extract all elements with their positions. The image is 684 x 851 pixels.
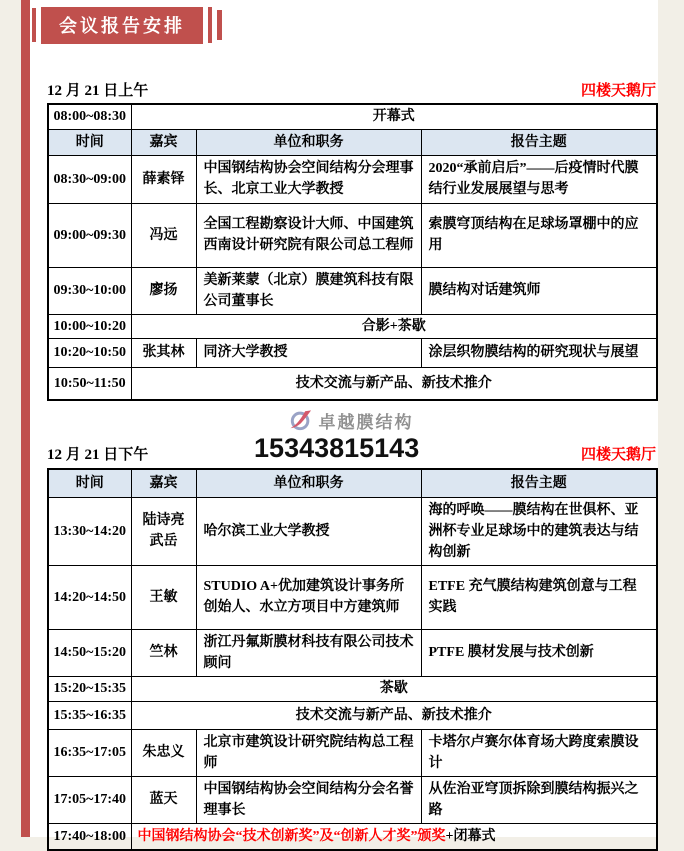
- merged-activity-cell: 合影+茶歇: [131, 314, 657, 338]
- time-cell: 08:00~08:30: [48, 104, 131, 129]
- time-cell: 13:30~14:20: [48, 497, 131, 565]
- topic-cell: 从佐治亚穹顶拆除到膜结构振兴之路: [421, 776, 657, 823]
- topic-cell: ETFE 充气膜结构建筑创意与工程实践: [421, 565, 657, 629]
- column-header: 报告主题: [421, 469, 657, 497]
- guest-cell: 薛素铎: [131, 155, 196, 203]
- badge-title: 会议报告安排: [41, 7, 203, 44]
- guest-cell: 竺林: [131, 629, 196, 676]
- schedule-row: [48, 676, 657, 701]
- schedule-row: [48, 155, 657, 203]
- schedule-row: [48, 203, 657, 267]
- schedule-row: [48, 497, 657, 565]
- org-cell: 北京市建筑设计研究院结构总工程师: [196, 729, 421, 776]
- time-cell: 17:05~17:40: [48, 776, 131, 823]
- schedule-row: [48, 267, 657, 314]
- schedule-row: [48, 701, 657, 729]
- session-date: 12 月 21 日下午: [47, 447, 149, 464]
- merged-activity-cell: 技术交流与新产品、新技术推介: [131, 701, 657, 729]
- time-cell: 10:00~10:20: [48, 314, 131, 338]
- column-header: 嘉宾: [131, 129, 196, 155]
- afternoon-session-head: [47, 432, 656, 464]
- document-page: [30, 0, 658, 845]
- topic-cell: 2020“承前启后”——后疫情时代膜结行业发展展望与思考: [421, 155, 657, 203]
- topic-cell: PTFE 膜材发展与技术创新: [421, 629, 657, 676]
- topic-cell: 索膜穹顶结构在足球场罩棚中的应用: [421, 203, 657, 267]
- guest-cell: 蓝天: [131, 776, 196, 823]
- afternoon-schedule-table: [47, 468, 658, 851]
- watermark-block: [47, 408, 656, 464]
- time-cell: 10:20~10:50: [48, 338, 131, 367]
- org-cell: 中国钢结构协会空间结构分会理事长、北京工业大学教授: [196, 155, 421, 203]
- schedule-row: [48, 729, 657, 776]
- award-red-text: 中国钢结构协会“技术创新奖”及“创新人才奖”颁奖: [137, 829, 446, 845]
- morning-schedule-table: [47, 103, 658, 401]
- time-cell: 09:30~10:00: [48, 267, 131, 314]
- page-content: [30, 82, 658, 851]
- page-left-accent-bar: [21, 0, 30, 837]
- guest-cell: 朱忠义: [131, 729, 196, 776]
- brand-name: 卓越膜结构: [318, 412, 414, 432]
- time-cell: 08:30~09:00: [48, 155, 131, 203]
- org-cell: 同济大学教授: [196, 338, 421, 367]
- time-cell: 14:50~15:20: [48, 629, 131, 676]
- schedule-row: [48, 129, 657, 155]
- schedule-row: [48, 314, 657, 338]
- guest-cell: 冯远: [131, 203, 196, 267]
- brand-phone-number: 15343815143: [254, 433, 420, 463]
- topic-cell: 涂层织物膜结构的研究现状与展望: [421, 338, 657, 367]
- merged-activity-cell: 茶歇: [131, 676, 657, 701]
- guest-cell: 陆诗亮 武岳: [131, 497, 196, 565]
- column-header: 时间: [48, 129, 131, 155]
- topic-cell: 卡塔尔卢赛尔体育场大跨度索膜设计: [421, 729, 657, 776]
- morning-session-head: [47, 82, 656, 100]
- award-black-text: +闭幕式: [445, 829, 496, 845]
- section-badge: [32, 5, 658, 45]
- brand-logo-line: [47, 408, 656, 432]
- guest-cell: 廖扬: [131, 267, 196, 314]
- org-cell: 全国工程勘察设计大师、中国建筑西南设计研究院有限公司总工程师: [196, 203, 421, 267]
- column-header: 单位和职务: [196, 129, 421, 155]
- badge-right-tick-2: [217, 10, 222, 40]
- org-cell: 哈尔滨工业大学教授: [196, 497, 421, 565]
- schedule-row: [48, 776, 657, 823]
- guest-cell: 张其林: [131, 338, 196, 367]
- column-header: 嘉宾: [131, 469, 196, 497]
- topic-cell: 膜结构对话建筑师: [421, 267, 657, 314]
- guest-cell: 王敏: [131, 565, 196, 629]
- time-cell: 17:40~18:00: [48, 823, 131, 850]
- merged-activity-cell: 开幕式: [131, 104, 657, 129]
- venue-label: 四楼天鹅厅: [580, 83, 656, 99]
- time-cell: 10:50~11:50: [48, 367, 131, 400]
- schedule-row: [48, 367, 657, 400]
- column-header: 单位和职务: [196, 469, 421, 497]
- org-cell: 浙江丹氟斯膜材科技有限公司技术顾问: [196, 629, 421, 676]
- time-cell: 09:00~09:30: [48, 203, 131, 267]
- venue-label: 四楼天鹅厅: [580, 447, 656, 464]
- session-date: 12 月 21 日上午: [47, 83, 149, 99]
- schedule-row: [48, 469, 657, 497]
- schedule-row: [48, 629, 657, 676]
- schedule-row: [48, 565, 657, 629]
- merged-activity-cell: 技术交流与新产品、新技术推介: [131, 367, 657, 400]
- time-cell: 15:35~16:35: [48, 701, 131, 729]
- badge-left-tick: [32, 8, 36, 42]
- time-cell: 15:20~15:35: [48, 676, 131, 701]
- schedule-row: [48, 104, 657, 129]
- time-cell: 16:35~17:05: [48, 729, 131, 776]
- org-cell: 中国钢结构协会空间结构分会名誉理事长: [196, 776, 421, 823]
- org-cell: 美新莱蒙（北京）膜建筑科技有限公司董事长: [196, 267, 421, 314]
- topic-cell: 海的呼唤——膜结构在世俱杯、亚洲杯专业足球场中的建筑表达与结构创新: [421, 497, 657, 565]
- column-header: 时间: [48, 469, 131, 497]
- swoosh-logo-icon: [290, 409, 312, 431]
- time-cell: 14:20~14:50: [48, 565, 131, 629]
- badge-right-tick-1: [208, 7, 212, 43]
- org-cell: STUDIO A+优加建筑设计事务所创始人、水立方项目中方建筑师: [196, 565, 421, 629]
- column-header: 报告主题: [421, 129, 657, 155]
- schedule-row: [48, 338, 657, 367]
